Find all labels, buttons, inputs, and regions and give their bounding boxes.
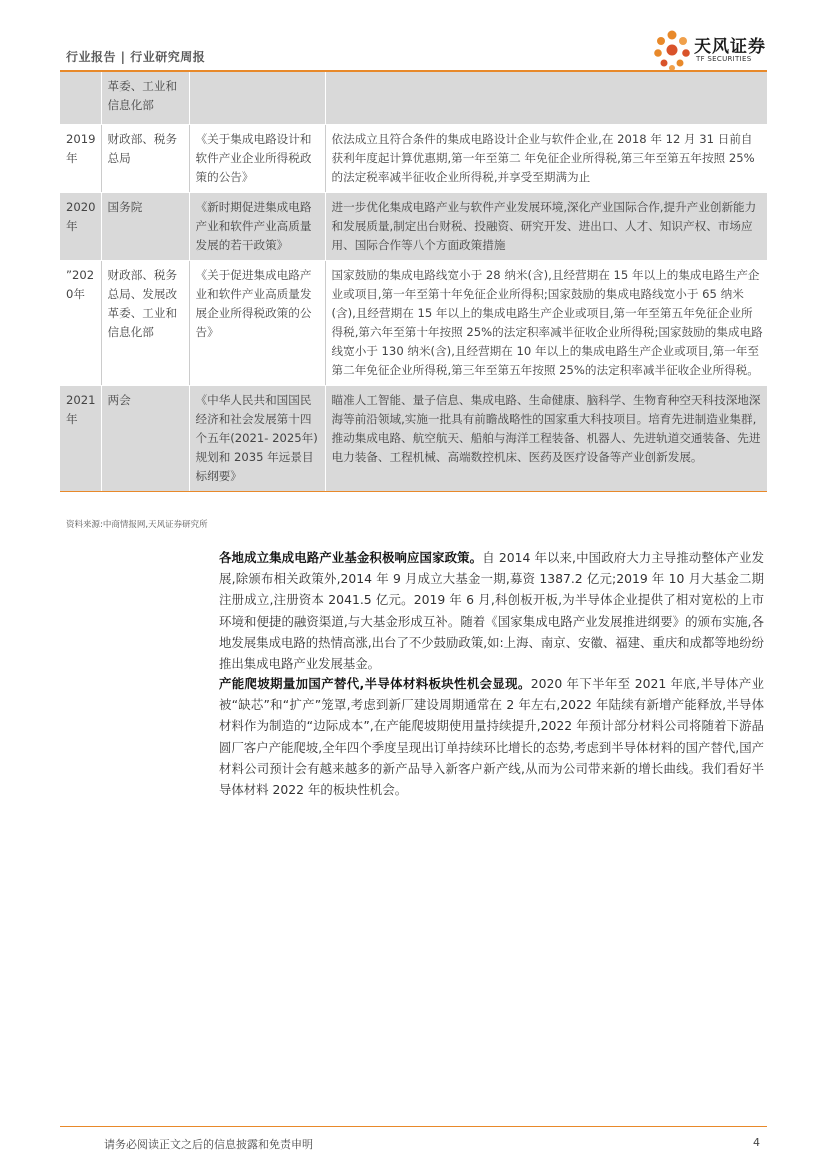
paragraph-body: 2020 年下半年至 2021 年底,半导体产业被“缺芯”和“扩产”笼罩,考虑到新厂建设周期通常在 2 年左右,2022 年陆续有新增产能释放,半导体材料作为制造的“边际成本”,在产能爬坡期使用量持续提升,2022 年预计部分材料公司将随着下游晶圆厂客户产能爬坡,全年四个季度呈现出订单持续环比增长的态势,考虑到半导体材料的国产替代,国产材料公司预计会有越来越多的新产品导入新客户新产线,从而为公司带来新的增长曲线。我们看好半导体材料 2022 年的板块性机会。 [219,676,764,798]
table-row [60,260,767,385]
table-row [60,72,767,124]
disclaimer-note: 请务必阅读正文之后的信息披露和免责申明 [104,1138,313,1151]
policy-table [60,72,767,492]
cell-department: 国务院 [101,192,189,260]
page-number: 4 [753,1136,760,1149]
cell-content: 进一步优化集成电路产业与软件产业发展环境,深化产业国际合作,提升产业创新能力和发展质量,制定出台财税、投融资、研究开发、进出口、人才、知识产权、市场应用、国际合作等八个方面政策措施 [325,192,767,260]
logo-mark-icon [650,28,694,74]
cell-content: 瞄准人工智能、量子信息、集成电路、生命健康、脑科学、生物育种空天科技深地深海等前沿领域,实施一批具有前瞻战略性的国家重大科技项目。培育先进制造业集群,推动集成电路、航空航天、船舶与海洋工程装备、机器人、先进轨道交通装备、先进电力装备、工程机械、高端数控机床、医药及医疗设备等产业创新发展。 [325,385,767,491]
paragraph-materials-opportunity [219,673,764,800]
logo-en-text: TF SECURITIES [696,55,752,63]
cell-document: 《中华人民共和国国民经济和社会发展第十四个五年(2021- 2025年)规划和 2035 年远景目标纲要》 [189,385,325,491]
cell-content: 依法成立且符合条件的集成电路设计企业与软件企业,在 2018 年 12 月 31 日前自获利年度起计算优惠期,第一年至第二 年免征企业所得税,第三年至第五年按照 25%的法定税率减半征收企业所得税,并享受至期满为止 [325,124,767,192]
cell-department: 两会 [101,385,189,491]
table-row [60,385,767,491]
footer-divider [60,1126,767,1127]
cell-document: 《关于集成电路设计和软件产业企业所得税政策的公告》 [189,124,325,192]
cell-year: ”2020年 [60,260,101,385]
cell-year: 2020年 [60,192,101,260]
cell-year: 2021年 [60,385,101,491]
cell-year [60,72,101,124]
cell-department: 财政部、税务总局、发展改革委、工业和信息化部 [101,260,189,385]
cell-document [189,72,325,124]
cell-department: 革委、工业和信息化部 [101,72,189,124]
table-source-note: 资料来源:中商情报网,天风证券研究所 [66,520,208,530]
cell-content: 国家鼓励的集成电路线宽小于 28 纳米(含),且经营期在 15 年以上的集成电路生产企业或项目,第一年至第十年免征企业所得积;国家鼓励的集成电路线宽小于 65 纳米(含),且经营期在 15 年以上的集成电路生产企业或项目,第一年至第五年免征企业所得税,第六年至第十年按照 25%的法定积率减半征收企业所得税;国家鼓励的集成电路线宽小于 130 纳米(含),且经营期在 10 年以上的集成电路生产企业或项目,第一年至第二年免征企业所得税,第三年至第五年按照 25%的法定积率减半征收企业所得税。 [325,260,767,385]
cell-year: 2019年 [60,124,101,192]
table-row [60,192,767,260]
cell-document: 《关于促进集成电路产业和软件产业高质量发展企业所得税政策的公告》 [189,260,325,385]
cell-department: 财政部、税务总局 [101,124,189,192]
paragraph-lead: 各地成立集成电路产业基金积极响应国家政策。 [219,550,483,565]
report-category-title: 行业报告 | 行业研究周报 [66,50,206,64]
paragraph-industry-fund [219,547,764,674]
cell-content [325,72,767,124]
paragraph-body: 自 2014 年以来,中国政府大力主导推动整体产业发展,除颁布相关政策外,2014 年 9 月成立大基金一期,募资 1387.2 亿元;2019 年 10 月大基金二期注册成立,注册资本 2041.5 亿元。2019 年 6 月,科创板开板,为半导体企业提供了相对宽松的上市环境和便捷的融资渠道,与大基金形成互补。随着《国家集成电路产业发展推进纲要》的颁布实施,各地发展集成电路的热情高涨,出台了不少鼓励政策,如:上海、南京、安徽、福建、重庆和成都等地纷纷推出集成电路产业发展基金。 [219,550,764,672]
logo-cn-text: 天风证券 [694,37,766,57]
table-row [60,124,767,192]
paragraph-lead: 产能爬坡期量加国产替代,半导体材料板块性机会显现。 [219,676,531,691]
cell-document: 《新时期促进集成电路产业和软件产业高质量发展的若干政策》 [189,192,325,260]
company-logo [650,28,770,74]
